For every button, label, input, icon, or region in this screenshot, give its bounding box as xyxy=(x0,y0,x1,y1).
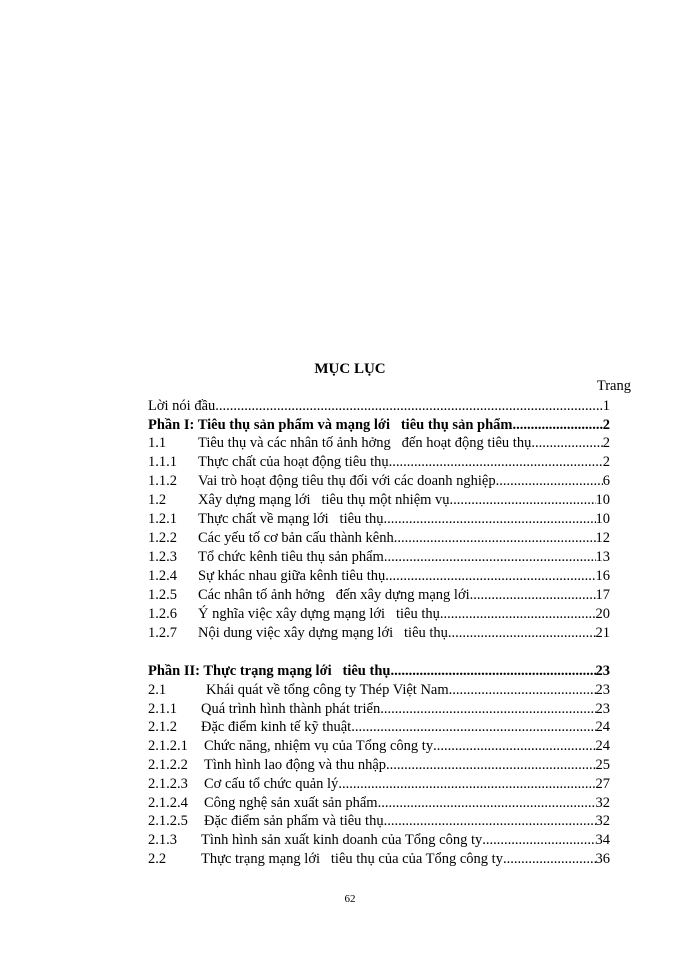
toc-entry[interactable] xyxy=(148,756,610,774)
toc-entry-page: 10 xyxy=(595,492,610,508)
toc-entry[interactable] xyxy=(148,586,610,604)
toc-entry-title: Công nghệ sản xuất sản phẩm xyxy=(204,795,378,811)
dot-leader xyxy=(386,756,595,774)
toc-entry-page: 23 xyxy=(595,663,610,679)
dot-leader xyxy=(383,510,595,528)
toc-entry-title: Vai trò hoạt động tiêu thụ đối với các doanh nghiệp xyxy=(198,473,496,489)
toc-entry[interactable] xyxy=(148,567,610,585)
toc-entry-page: 6 xyxy=(602,473,610,489)
toc-entry[interactable] xyxy=(148,737,610,755)
dot-leader xyxy=(394,529,596,547)
toc-entry-number: 1.2.4 xyxy=(148,568,177,584)
toc-entry-page: 21 xyxy=(595,625,610,641)
toc-entry[interactable] xyxy=(148,662,610,680)
toc-entry-number: 2.1.2 xyxy=(148,719,177,735)
toc-entry-page: 2 xyxy=(602,435,610,451)
dot-leader xyxy=(380,700,595,718)
toc-entry[interactable] xyxy=(148,529,610,547)
toc-entry-number: 1.2.7 xyxy=(148,625,177,641)
dot-leader xyxy=(351,718,595,736)
toc-entry-title: Thực trạng mạng lới tiêu thụ của của Tổng công ty xyxy=(201,851,503,867)
dot-leader xyxy=(338,775,595,793)
toc-entry-title: Quá trình hình thành phát triển xyxy=(201,701,381,717)
toc-entry-title: Tổ chức kênh tiêu thụ sản phẩm xyxy=(198,549,384,565)
toc-entry-title: Khái quát về tổng công ty Thép Việt Nam xyxy=(206,682,449,698)
toc-entry-number: 1.2 xyxy=(148,492,167,508)
toc-entry-page: 24 xyxy=(595,738,610,754)
dot-leader xyxy=(433,737,595,755)
toc-entry-number: 2.2 xyxy=(148,851,167,867)
toc-entry-page: 17 xyxy=(595,587,610,603)
toc-entry-page: 1 xyxy=(602,398,610,414)
dot-leader xyxy=(450,491,596,509)
dot-leader xyxy=(531,434,602,452)
toc-entry[interactable] xyxy=(148,812,610,830)
toc-entry[interactable] xyxy=(148,794,610,812)
toc-entry-page: 32 xyxy=(595,795,610,811)
toc-entry-title: Tình hình sản xuất kinh doanh của Tổng công ty xyxy=(201,832,483,848)
toc-entry-title: Các yếu tố cơ bản cấu thành kênh xyxy=(198,530,394,546)
toc-entry[interactable] xyxy=(148,472,610,490)
toc-entry-number: 2.1.1 xyxy=(148,701,177,717)
toc-entry[interactable] xyxy=(148,416,610,434)
toc-entry-title: Thực chất về mạng lới tiêu thụ xyxy=(198,511,384,527)
toc-entry-title: Sự khác nhau giữa kênh tiêu thụ xyxy=(198,568,386,584)
dot-leader xyxy=(385,567,595,585)
toc-entry-page: 13 xyxy=(595,549,610,565)
dot-leader xyxy=(440,605,596,623)
toc-entry-title: Thực chất của hoạt động tiêu thụ xyxy=(198,454,389,470)
toc-entry-number: 2.1.2.5 xyxy=(148,813,188,829)
page-column-header: Trang xyxy=(596,378,631,394)
dot-leader xyxy=(384,548,596,566)
toc-entry-page: 24 xyxy=(595,719,610,735)
toc-entry-page: 27 xyxy=(595,776,610,792)
toc-entry-page: 32 xyxy=(595,813,610,829)
dot-leader xyxy=(449,681,596,699)
toc-entry-page: 20 xyxy=(595,606,610,622)
toc-entry-page: 2 xyxy=(602,417,610,433)
dot-leader xyxy=(512,416,602,434)
toc-entry-title: Nội dung việc xây dựng mạng lới tiêu thụ xyxy=(198,625,448,641)
toc-entry-title: Phần II: Thực trạng mạng lới tiêu thụ xyxy=(148,663,391,679)
dot-leader xyxy=(482,831,595,849)
dot-leader xyxy=(448,624,596,642)
toc-entry[interactable] xyxy=(148,624,610,642)
toc-entry[interactable] xyxy=(148,548,610,566)
toc-entry[interactable] xyxy=(148,681,610,699)
toc-entry[interactable] xyxy=(148,491,610,509)
toc-entry-title: Các nhân tố ảnh hởng đến xây dựng mạng lới xyxy=(198,587,470,603)
toc-entry-number: 1.2.1 xyxy=(148,511,177,527)
toc-entry[interactable] xyxy=(148,434,610,452)
toc-entry[interactable] xyxy=(148,718,610,736)
toc-entry[interactable] xyxy=(148,453,610,471)
toc-entry-number: 1.2.2 xyxy=(148,530,177,546)
page-number-footer: 62 xyxy=(344,893,356,905)
dot-leader xyxy=(496,472,603,490)
toc-entry-page: 2 xyxy=(602,454,610,470)
toc-entry-title: Đặc điểm sản phẩm và tiêu thụ xyxy=(204,813,384,829)
toc-entry[interactable] xyxy=(148,700,610,718)
toc-entry-page: 16 xyxy=(595,568,610,584)
toc-entry[interactable] xyxy=(148,775,610,793)
toc-entry-page: 34 xyxy=(595,832,610,848)
toc-entry-title: Chức năng, nhiệm vụ của Tổng công ty xyxy=(204,738,434,754)
toc-entry[interactable] xyxy=(148,605,610,623)
toc-entry-number: 2.1.2.4 xyxy=(148,795,188,811)
dot-leader xyxy=(503,850,596,868)
dot-leader xyxy=(378,794,596,812)
toc-entry-title: Xây dựng mạng lới tiêu thụ một nhiệm vụ xyxy=(198,492,450,508)
toc-entry[interactable] xyxy=(148,831,610,849)
dot-leader xyxy=(470,586,596,604)
toc-entry[interactable] xyxy=(148,850,610,868)
toc-entry-page: 36 xyxy=(595,851,610,867)
toc-entry-title: Đặc điểm kinh tế kỹ thuật xyxy=(201,719,352,735)
toc-entry-number: 2.1.2.1 xyxy=(148,738,188,754)
toc-entry-number: 2.1.2.3 xyxy=(148,776,188,792)
toc-entry-title: Ý nghĩa việc xây dựng mạng lới tiêu thụ xyxy=(198,606,440,622)
toc-entry-number: 1.2.6 xyxy=(148,606,177,622)
toc-entry[interactable] xyxy=(148,510,610,528)
toc-entry-page: 25 xyxy=(595,757,610,773)
toc-title: MỤC LỤC xyxy=(314,361,386,377)
toc-entry-page: 23 xyxy=(595,701,610,717)
dot-leader xyxy=(390,662,595,680)
toc-entry-title: Phần I: Tiêu thụ sản phẩm và mạng lới tiêu thụ sản phẩm xyxy=(148,417,513,433)
toc-entry-number: 1.1.2 xyxy=(148,473,177,489)
toc-entry-number: 1.1.1 xyxy=(148,454,177,470)
toc-entry-number: 2.1 xyxy=(148,682,167,698)
dot-leader xyxy=(384,812,596,830)
toc-entry-title: Tình hình lao động và thu nhập xyxy=(204,757,387,773)
toc-entry-number: 1.2.5 xyxy=(148,587,177,603)
toc-entry-title: Lời nói đầu xyxy=(148,398,216,414)
toc-entry-page: 12 xyxy=(595,530,610,546)
dot-leader xyxy=(215,397,602,415)
toc-entry-page: 23 xyxy=(595,682,610,698)
toc-entry-title: Cơ cấu tổ chức quản lý xyxy=(204,776,339,792)
dot-leader xyxy=(389,453,603,471)
toc-entry-page: 10 xyxy=(595,511,610,527)
toc-entry-number: 1.1 xyxy=(148,435,167,451)
toc-entry-number: 2.1.2.2 xyxy=(148,757,188,773)
toc-entry[interactable] xyxy=(148,397,610,415)
toc-entry-number: 1.2.3 xyxy=(148,549,177,565)
toc-entry-title: Tiêu thụ và các nhân tố ảnh hởng đến hoạt động tiêu thụ xyxy=(198,435,532,451)
toc-entry-number: 2.1.3 xyxy=(148,832,177,848)
